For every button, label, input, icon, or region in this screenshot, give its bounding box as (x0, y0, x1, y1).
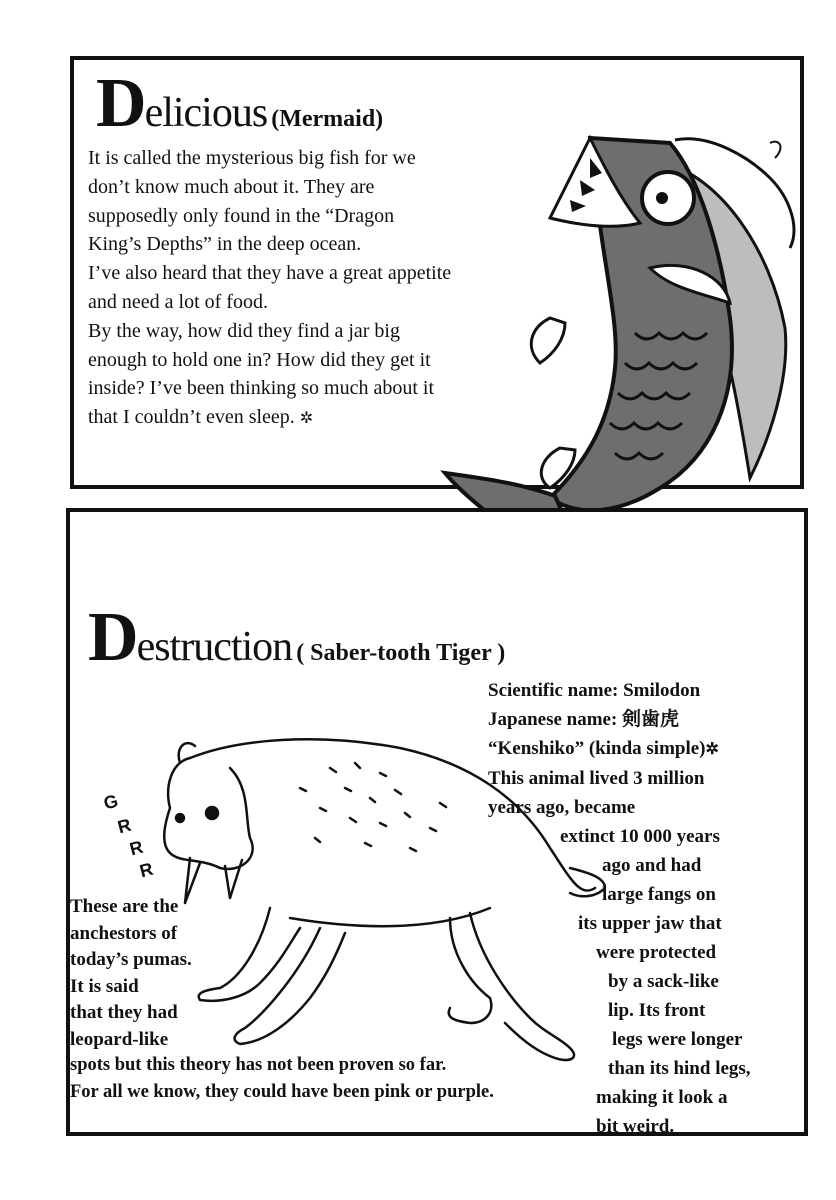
growl-letter: R (115, 814, 134, 838)
growl-letter: R (137, 858, 156, 882)
text-line: extinct 10 000 years (560, 826, 720, 847)
text-line: I’ve also heard that they have a great appetite (88, 262, 452, 285)
destruction-title-initial: D (88, 599, 137, 676)
text-line: bit weird. (596, 1116, 675, 1137)
text-line: that they had (70, 1002, 178, 1023)
text-line: large fangs on (602, 884, 716, 905)
delicious-subtitle: (Mermaid) (271, 106, 384, 132)
text-line: and need a lot of food. (88, 290, 268, 313)
text-line: than its hind legs, (608, 1058, 751, 1079)
text-line: were protected (596, 942, 717, 963)
text-line: supposedly only found in the “Dragon (88, 204, 395, 227)
delicious-title-initial: D (96, 65, 145, 142)
destruction-title (88, 598, 505, 678)
text-line: King’s Depths” in the deep ocean. (88, 233, 362, 256)
text-line: These are the (70, 896, 179, 917)
text-line: by a sack-like (608, 971, 719, 992)
text-line: leopard-like (70, 1028, 169, 1050)
text-line: This animal lived 3 million (488, 768, 705, 789)
text-line: that I couldn’t even sleep. ✲ (88, 406, 314, 429)
text-line: inside? I’ve been thinking so much about it (88, 377, 435, 400)
tiger-ancestors-text (70, 894, 192, 1053)
growl-letter: R (127, 836, 146, 860)
text-line: “Kenshiko” (kinda simple)✲ (488, 738, 719, 759)
text-line: It is said (70, 975, 139, 997)
text-line: making it look a (596, 1087, 728, 1108)
destruction-title-rest: estruction (136, 624, 293, 670)
text-line: It is called the mysterious big fish for we (88, 147, 416, 169)
sparkle-mark: ✲ (299, 410, 314, 428)
text-line: anchestors of (70, 922, 178, 944)
text-line: spots but this theory has not been proven so far. (70, 1055, 447, 1075)
sparkle-mark: ✲ (705, 741, 719, 758)
text-line: Japanese name: 剣歯虎 (488, 709, 680, 730)
delicious-description (88, 144, 451, 434)
delicious-title-rest: elicious (144, 90, 268, 136)
text-line: For all we know, they could have been pink or purple. (70, 1082, 494, 1102)
text-line: legs were longer (612, 1029, 743, 1050)
tiger-facts-text (488, 676, 751, 1141)
growl-letter: G (101, 790, 121, 814)
text-line: today’s pumas. (70, 949, 192, 970)
tiger-spots-text (70, 1052, 494, 1106)
text-line: lip. Its front (608, 1000, 706, 1021)
text-line: enough to hold one in? How did they get it (88, 348, 431, 371)
destruction-subtitle: ( Saber-tooth Tiger ) (296, 640, 506, 666)
delicious-title (96, 64, 383, 144)
text-line: years ago, became (488, 797, 636, 818)
text-line: don’t know much about it. They are (88, 175, 375, 198)
text-line: ago and had (602, 855, 702, 876)
text-line: its upper jaw that (578, 913, 722, 934)
text-line: By the way, how did they find a jar big (88, 319, 400, 342)
text-line: Scientific name: Smilodon (488, 680, 701, 701)
